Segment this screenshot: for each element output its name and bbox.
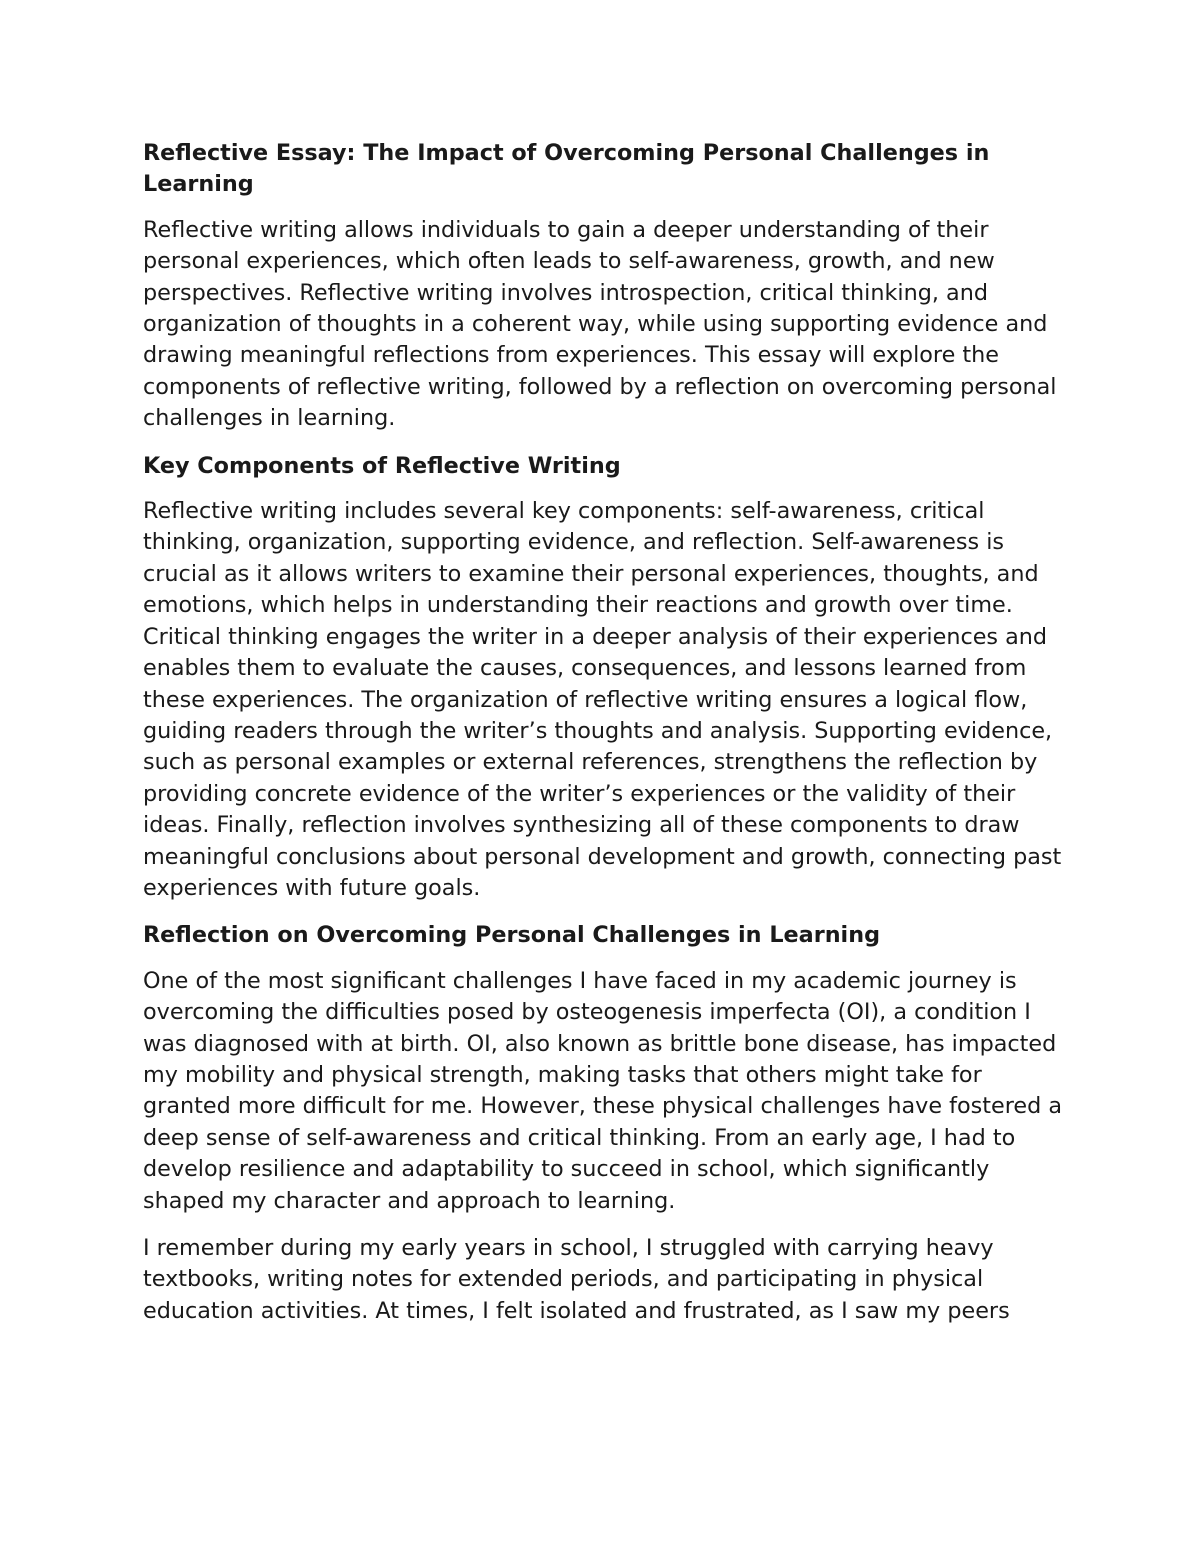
essay-title: Reflective Essay: The Impact of Overcoming Personal Challenges in Learning [143,140,990,198]
reflection-paragraph-1: One of the most significant challenges I have faced in my academic journey is overcoming the difficulties posed by osteogenesis imperfecta (OI), a condition I was diagnosed with at birth. OI, also known as brittle bone disease, has impacted my mobility and physical strength, making tasks that others might take for granted more difficult for me. However, these physical challenges have fostered a deep sense of self-awareness and critical thinking. From an early age, I had to develop resilience and adaptability to succeed in school, which significantly shaped my character and approach to learning. [143,967,1062,1214]
section-heading-reflection: Reflection on Overcoming Personal Challenges in Learning [143,922,881,949]
document-body [143,138,1063,1343]
reflection-paragraph-2: I remember during my early years in school, I struggled with carrying heavy textbooks, writing notes for extended periods, and participating in physical education activities. At times, I felt isolated and frustrated, as I saw my peers [143,1235,1010,1324]
section-heading-key-components: Key Components of Reflective Writing [143,452,621,479]
key-components-paragraph: Reflective writing includes several key components: self-awareness, critical thinking, organization, supporting evidence, and reflection. Self-awareness is crucial as it allows writers to examine their personal experiences, thoughts, and emotions, which helps in understanding their reactions and growth over time. Critical thinking engages the writer in a deeper analysis of their experiences and enables them to evaluate the causes, consequences, and lessons learned from these experiences. The organization of reflective writing ensures a logical flow, guiding readers through the writer’s thoughts and analysis. Supporting evidence, such as personal examples or external references, strengthens the reflection by providing concrete evidence of the writer’s experiences or the validity of their ideas. Finally, reflection involves synthesizing all of these components to draw meaningful conclusions about personal development and growth, connecting past experiences with future goals. [143,498,1062,901]
intro-paragraph: Reflective writing allows individuals to gain a deeper understanding of their personal experiences, which often leads to self-awareness, growth, and new perspectives. Reflective writing involves introspection, critical thinking, and organization of thoughts in a coherent way, while using supporting evidence and drawing meaningful reflections from experiences. This essay will explore the components of reflective writing, followed by a reflection on overcoming personal challenges in learning. [143,216,1057,432]
